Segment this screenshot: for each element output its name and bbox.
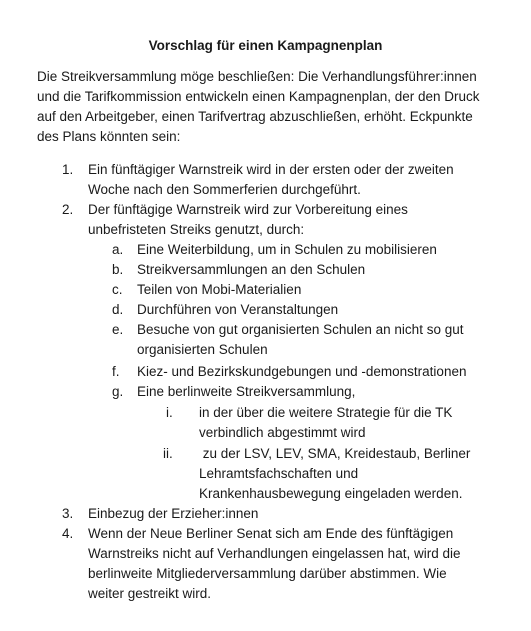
sublist-item-text: organisierten Schulen xyxy=(137,342,268,357)
intro-line: des Plans könnten sein: xyxy=(37,129,181,144)
sublist-marker: a. xyxy=(112,242,124,257)
list-item-text: Der fünftägige Warnstreik wird zur Vorbereitung eines xyxy=(88,202,408,217)
sublist-marker: b. xyxy=(112,262,124,277)
list-item-text: unbefristeten Streiks genutzt, durch: xyxy=(88,222,305,237)
list-item-text: berlinweite Mitgliederversammlung darüber abstimmen. Wie xyxy=(88,566,447,581)
list-item-text: weiter gestreikt wird. xyxy=(88,586,212,601)
list-marker: 1. xyxy=(62,162,74,177)
subsublist-item-text: zu der LSV, LEV, SMA, Kreidestaub, Berliner xyxy=(199,446,471,461)
sublist-marker: g. xyxy=(112,384,124,399)
sublist-item-text: Eine Weiterbildung, um in Schulen zu mobilisieren xyxy=(137,242,437,257)
document-title: Vorschlag für einen Kampagnenplan xyxy=(148,38,383,53)
list-item-text: Ein fünftägiger Warnstreik wird in der ersten oder der zweiten xyxy=(88,162,454,177)
intro-line: und die Tarifkommission entwickeln einen Kampagnenplan, der den Druck xyxy=(37,89,480,104)
sublist-item-text: Kiez- und Bezirkskundgebungen und -demonstrationen xyxy=(137,364,467,379)
subsublist-item-text: Krankenhausbewegung eingeladen werden. xyxy=(199,486,463,501)
list-item-text: Wenn der Neue Berliner Senat sich am Ende des fünftägigen xyxy=(88,526,454,541)
sublist-marker: d. xyxy=(112,302,124,317)
intro-line: Die Streikversammlung möge beschließen: Die Verhandlungsführer:innen xyxy=(37,69,477,84)
subsublist-marker: ii. xyxy=(163,446,173,461)
list-item-text: Woche nach den Sommerferien durchgeführt. xyxy=(88,182,361,197)
subsublist-item-text: verbindlich abgestimmt wird xyxy=(199,425,366,440)
sublist-item-text: Streikversammlungen an den Schulen xyxy=(137,262,366,277)
subsublist-item-text: in der über die weitere Strategie für die TK xyxy=(199,405,453,420)
sublist-marker: f. xyxy=(112,364,120,379)
list-marker: 2. xyxy=(62,202,74,217)
sublist-item-text: Teilen von Mobi-Materialien xyxy=(137,282,302,297)
sublist-item-text: Besuche von gut organisierten Schulen an nicht so gut xyxy=(137,322,464,337)
intro-paragraph xyxy=(37,67,517,147)
list-item-text: Warnstreiks nicht auf Verhandlungen eingelassen hat, wird die xyxy=(88,546,461,561)
intro-line: auf den Arbeitgeber, einen Tarifvertrag abzuschließen, erhöht. Eckpunkte xyxy=(37,109,473,124)
list-item-text: Einbezug der Erzieher:innen xyxy=(88,506,259,521)
sublist-marker: e. xyxy=(112,322,124,337)
list-marker: 4. xyxy=(62,526,74,541)
sublist-marker: c. xyxy=(112,282,123,297)
subsublist-marker: i. xyxy=(166,405,173,420)
sublist-item-text: Durchführen von Veranstaltungen xyxy=(137,302,339,317)
list-marker: 3. xyxy=(62,506,74,521)
subsublist-item-text: Lehramtsfachschaften und xyxy=(199,466,359,481)
sublist-item-text: Eine berlinweite Streikversammlung, xyxy=(137,384,356,399)
